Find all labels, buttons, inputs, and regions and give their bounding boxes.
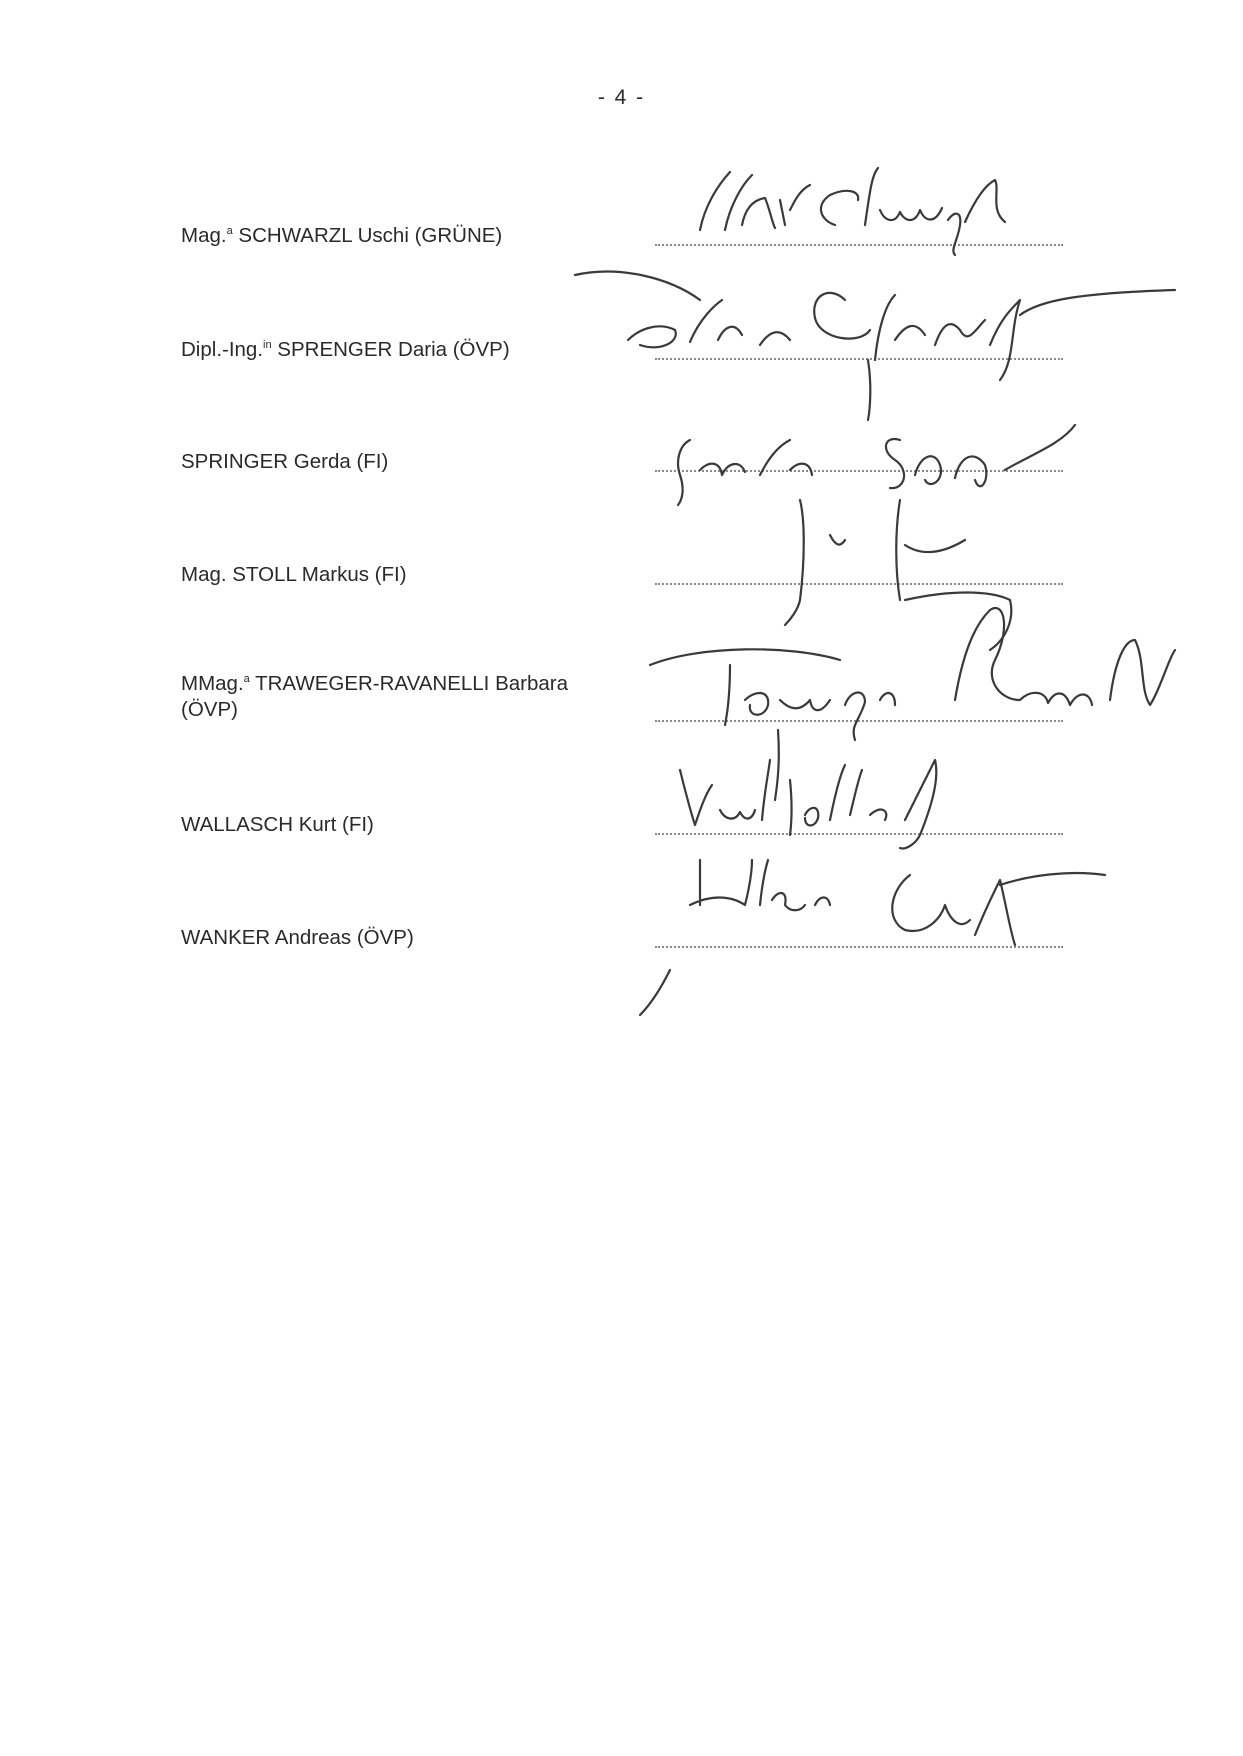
signatory-name: WALLASCH Kurt (FI) xyxy=(181,813,374,836)
signature-wallasch xyxy=(680,760,936,848)
signatory-name: Mag.$^a$ SCHWARZL Uschi (GRÜNE) xyxy=(181,224,503,247)
signature-stoll xyxy=(785,500,1011,650)
signature-traweger-ravanelli xyxy=(650,608,1175,800)
signatory-name: Dipl.-Ing.$^{in}$ SPRENGER Daria (ÖVP) xyxy=(181,338,510,361)
signature-sprenger xyxy=(575,272,1175,420)
signature-line xyxy=(655,244,1063,246)
signatory-name: Mag. STOLL Markus (FI) xyxy=(181,563,407,586)
signatory-name: SPRINGER Gerda (FI) xyxy=(181,450,389,473)
signature-wanker xyxy=(640,860,1105,1015)
signature-line xyxy=(655,358,1063,360)
signatory-name: WANKER Andreas (ÖVP) xyxy=(181,926,414,949)
signature-line xyxy=(655,720,1063,722)
signature-schwarzl xyxy=(700,168,1005,255)
signature-line xyxy=(655,470,1063,472)
page-number: - 4 - xyxy=(597,86,646,109)
signature-line xyxy=(655,583,1063,585)
signature-line xyxy=(655,833,1063,835)
signature-springer xyxy=(678,425,1075,505)
signature-line xyxy=(655,946,1063,948)
signatory-name: MMag.$^a$ TRAWEGER-RAVANELLI Barbara (ÖVP) xyxy=(181,672,569,721)
